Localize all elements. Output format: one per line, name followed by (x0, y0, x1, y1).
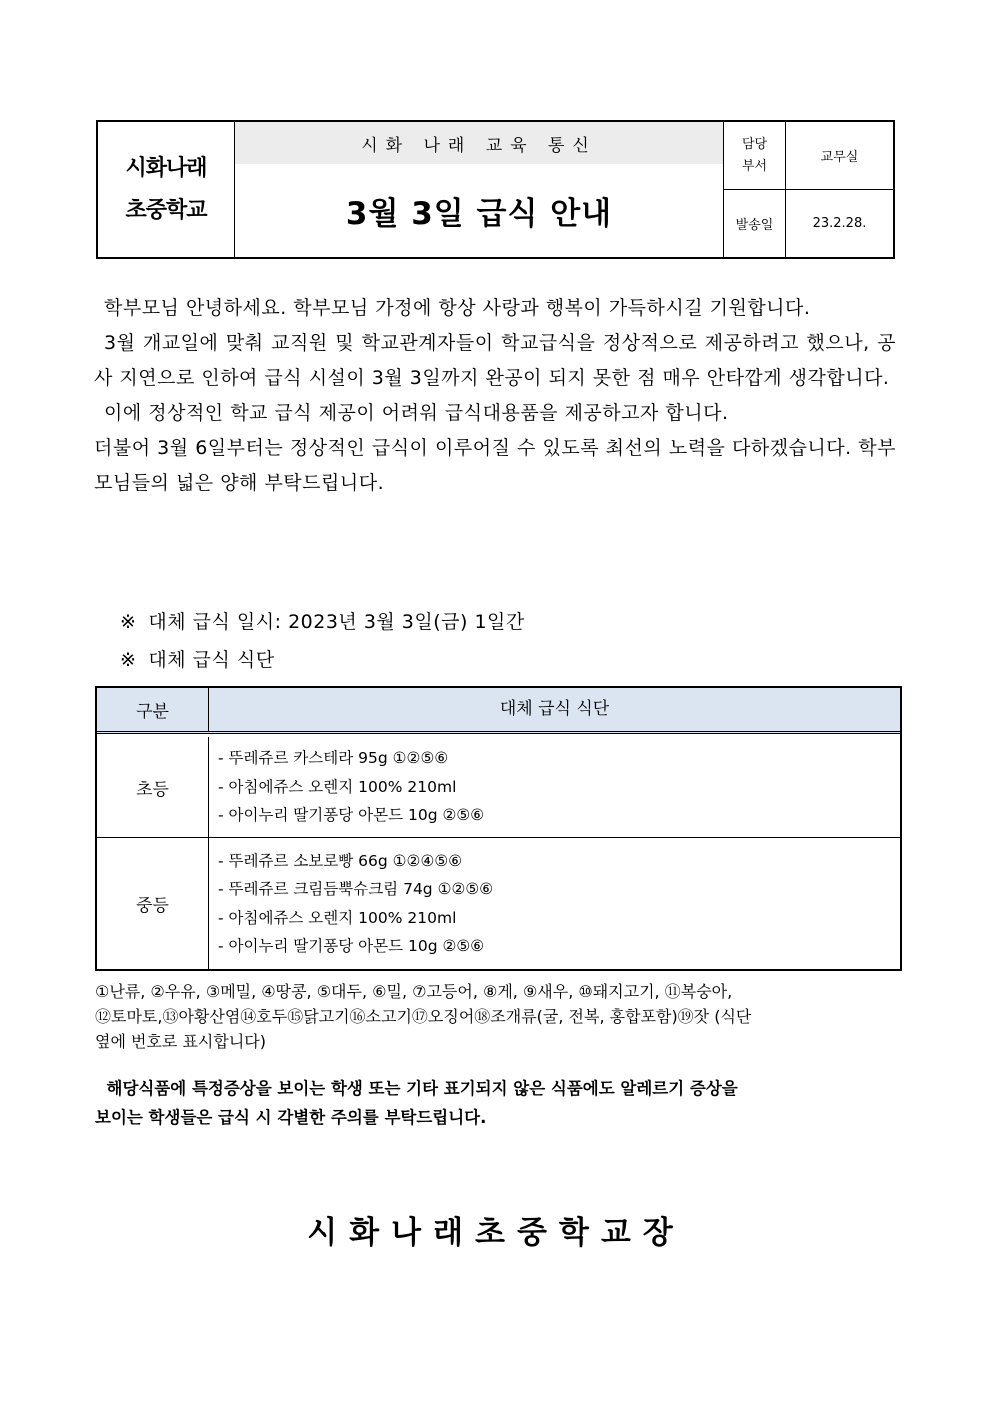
category-cell: 중등 (97, 838, 209, 969)
menu-items-cell (209, 737, 900, 837)
menu-item: - 아침에쥬스 오렌지 100% 210ml (218, 908, 457, 927)
menu-item: - 뚜레쥬르 크림듬뿍슈크림 74g ①②⑤⑥ (218, 880, 494, 898)
allergy-line: 옆에 번호로 표시합니다) (95, 1032, 266, 1051)
menu-table-header (97, 688, 900, 734)
header-meta (724, 122, 893, 257)
schedule-text: 대체 급식 일시: 2023년 3월 3일(금) 1일간 (148, 611, 525, 633)
allergy-line: ①난류, ②우유, ③메밀, ④땅콩, ⑤대두, ⑥밀, ⑦고등어, ⑧게, ⑨새우, ⑩돼지고기, ⑪복숭아, (95, 982, 733, 1001)
school-name-line2: 초중학교 (125, 197, 207, 223)
date-label: 발송일 (724, 190, 786, 257)
menu-item: - 뚜레쥬르 소보로빵 66g ①②④⑤⑥ (218, 851, 463, 870)
dept-label: 담당 부서 (724, 122, 786, 190)
warning-line: 해당식품에 특정증상을 보이는 학생 또는 기타 표기되지 않은 식품에도 알레르기 증상을 (95, 1079, 738, 1098)
menu-table (95, 686, 902, 971)
date-value: 23.2.28. (812, 216, 867, 231)
allergy-legend (95, 979, 895, 1054)
school-name (98, 122, 235, 257)
menu-title-text: 대체 급식 식단 (148, 649, 275, 671)
table-row (97, 838, 900, 969)
menu-note (120, 645, 275, 672)
intro-text (94, 291, 896, 501)
column-header-category: 구분 (97, 688, 209, 731)
intro-paragraph: 3월 개교일에 맞춰 교직원 및 학교관계자들이 학교급식을 정상적으로 제공하려고 했으나, 공사 지연으로 인하여 급식 시설이 3월 3일까지 완공이 되지 못한 점 매우 안타깝게 생각합니다. (94, 332, 896, 389)
allergy-line: ⑫토마토,⑬아황산염⑭호두⑮닭고기⑯소고기⑰오징어⑱조개류(굴, 전복, 홍합포함)⑲잣 (식단 (95, 1007, 752, 1026)
menu-item: - 아이누리 딸기퐁당 아몬드 10g ②⑤⑥ (218, 806, 485, 825)
category-cell: 초등 (97, 737, 209, 837)
header-table (96, 120, 895, 259)
reference-mark-icon: ※ (120, 611, 137, 633)
newsletter-name: 시화 나래 교육 통신 (235, 122, 723, 164)
intro-paragraph: 더불어 3월 6일부터는 정상적인 급식이 이루어질 수 있도록 최선의 노력을 다하겠습니다. 학부모님들의 넓은 양해 부탁드립니다. (94, 437, 896, 494)
table-row (97, 737, 900, 838)
allergy-warning (95, 1074, 897, 1132)
signature: 시화나래초중학교장 (307, 1215, 685, 1251)
menu-item: - 뚜레쥬르 카스테라 95g ①②⑤⑥ (218, 749, 449, 768)
menu-item: - 아이누리 딸기퐁당 아몬드 10g ②⑤⑥ (218, 937, 485, 955)
column-header-menu: 대체 급식 식단 (499, 699, 610, 720)
page-title: 3월 3일 급식 안내 (345, 196, 613, 232)
dept-value: 교무실 (786, 122, 893, 190)
reference-mark-icon: ※ (120, 649, 137, 671)
schedule-note (120, 607, 525, 634)
menu-items-cell (209, 838, 900, 969)
intro-paragraph: 이에 정상적인 학교 급식 제공이 어려워 급식대용품을 제공하고자 합니다. (104, 402, 729, 424)
menu-item: - 아침에쥬스 오렌지 100% 210ml (218, 777, 457, 796)
intro-paragraph: 학부모님 안녕하세요. 학부모님 가정에 항상 사랑과 행복이 가득하시길 기원합니다. (104, 297, 811, 319)
warning-line: 보이는 학생들은 급식 시 각별한 주의를 부탁드립니다. (95, 1108, 487, 1127)
school-name-line1: 시화나래 (125, 155, 207, 181)
header-center (235, 122, 724, 257)
